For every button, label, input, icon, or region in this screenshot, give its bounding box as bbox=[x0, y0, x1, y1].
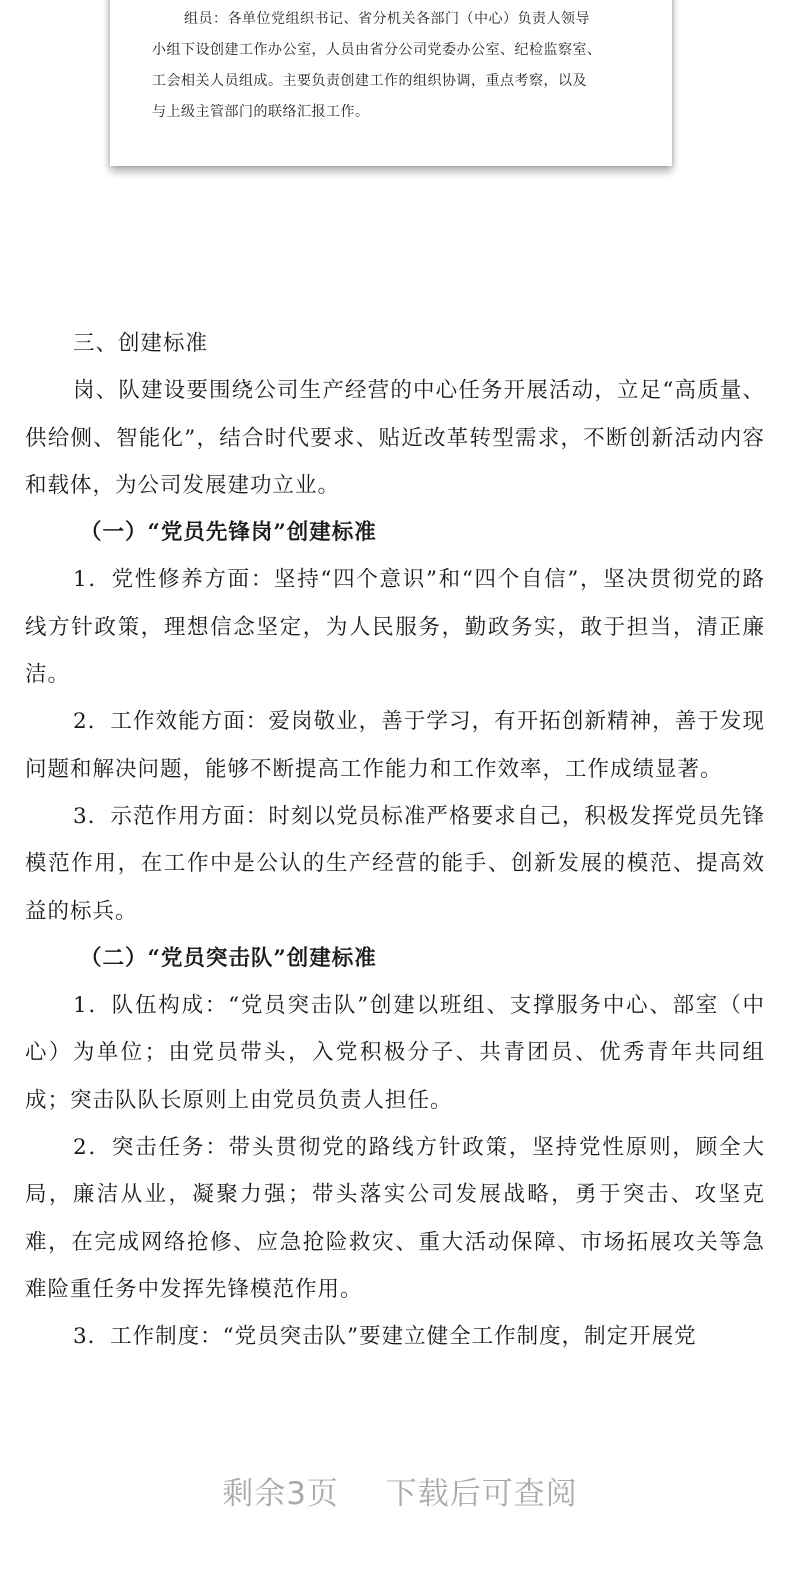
list-item: 3．示范作用方面：时刻以党员标准严格要求自己，积极发挥党员先锋模范作用，在工作中是公认的生产经营的能手、创新发展的模范、提高效益的标兵。 bbox=[25, 803, 765, 924]
list-item: 1．党性修养方面：坚持“四个意识”和“四个自信”，坚决贯彻党的路线方针政策，理想信念坚定，为人民服务，勤政务实，敢于担当，清正廉洁。 bbox=[25, 567, 765, 688]
card-text bbox=[152, 4, 644, 128]
download-to-view-text: 下载后可查阅 bbox=[385, 1476, 578, 1512]
list-item: 2．突击任务：带头贯彻党的路线方针政策，坚持党性原则，顾全大局，廉洁从业，凝聚力强；带头落实公司发展战略，勇于突击、攻坚克难，在完成网络抢修、应急抢险救灾、重大活动保障、市场拓展攻关等急难险重任务中发挥先锋模范作用。 bbox=[25, 1135, 765, 1302]
list-item: 1．队伍构成：“党员突击队”创建以班组、支撑服务中心、部室（中心）为单位；由党员带头，入党积极分子、共青团员、优秀青年共同组成；突击队队长原则上由党员负责人担任。 bbox=[25, 993, 765, 1113]
card-line: 与上级主管部门的联络汇报工作。 bbox=[152, 104, 370, 120]
card-line: 组员：各单位党组织书记、省分机关各部门（中心）负责人领导 bbox=[184, 11, 590, 27]
subsection-title: （一）“党员先锋岗”创建标准 bbox=[80, 520, 377, 546]
section-heading: 三、创建标准 bbox=[73, 331, 209, 356]
download-prompt[interactable] bbox=[0, 1468, 800, 1513]
document-body bbox=[25, 320, 765, 1361]
card-line: 工会相关人员组成。主要负责创建工作的组织协调，重点考察，以及 bbox=[152, 73, 587, 89]
card-line: 小组下设创建工作办公室，人员由省分公司党委办公室、纪检监察室、 bbox=[152, 42, 602, 58]
list-item: 2．工作效能方面：爱岗敬业，善于学习，有开拓创新精神，善于发现问题和解决问题，能够不断提高工作能力和工作效率，工作成绩显著。 bbox=[25, 709, 765, 782]
intro-paragraph: 岗、队建设要围绕公司生产经营的中心任务开展活动，立足“高质量、供给侧、智能化”，结合时代要求、贴近改革转型需求，不断创新活动内容和载体，为公司发展建功立业。 bbox=[25, 378, 765, 498]
list-item: 3．工作制度：“党员突击队”要建立健全工作制度，制定开展党 bbox=[73, 1324, 697, 1350]
subsection-title: （二）“党员突击队”创建标准 bbox=[80, 945, 377, 971]
remaining-pages-text: 剩余3页 bbox=[222, 1476, 339, 1512]
